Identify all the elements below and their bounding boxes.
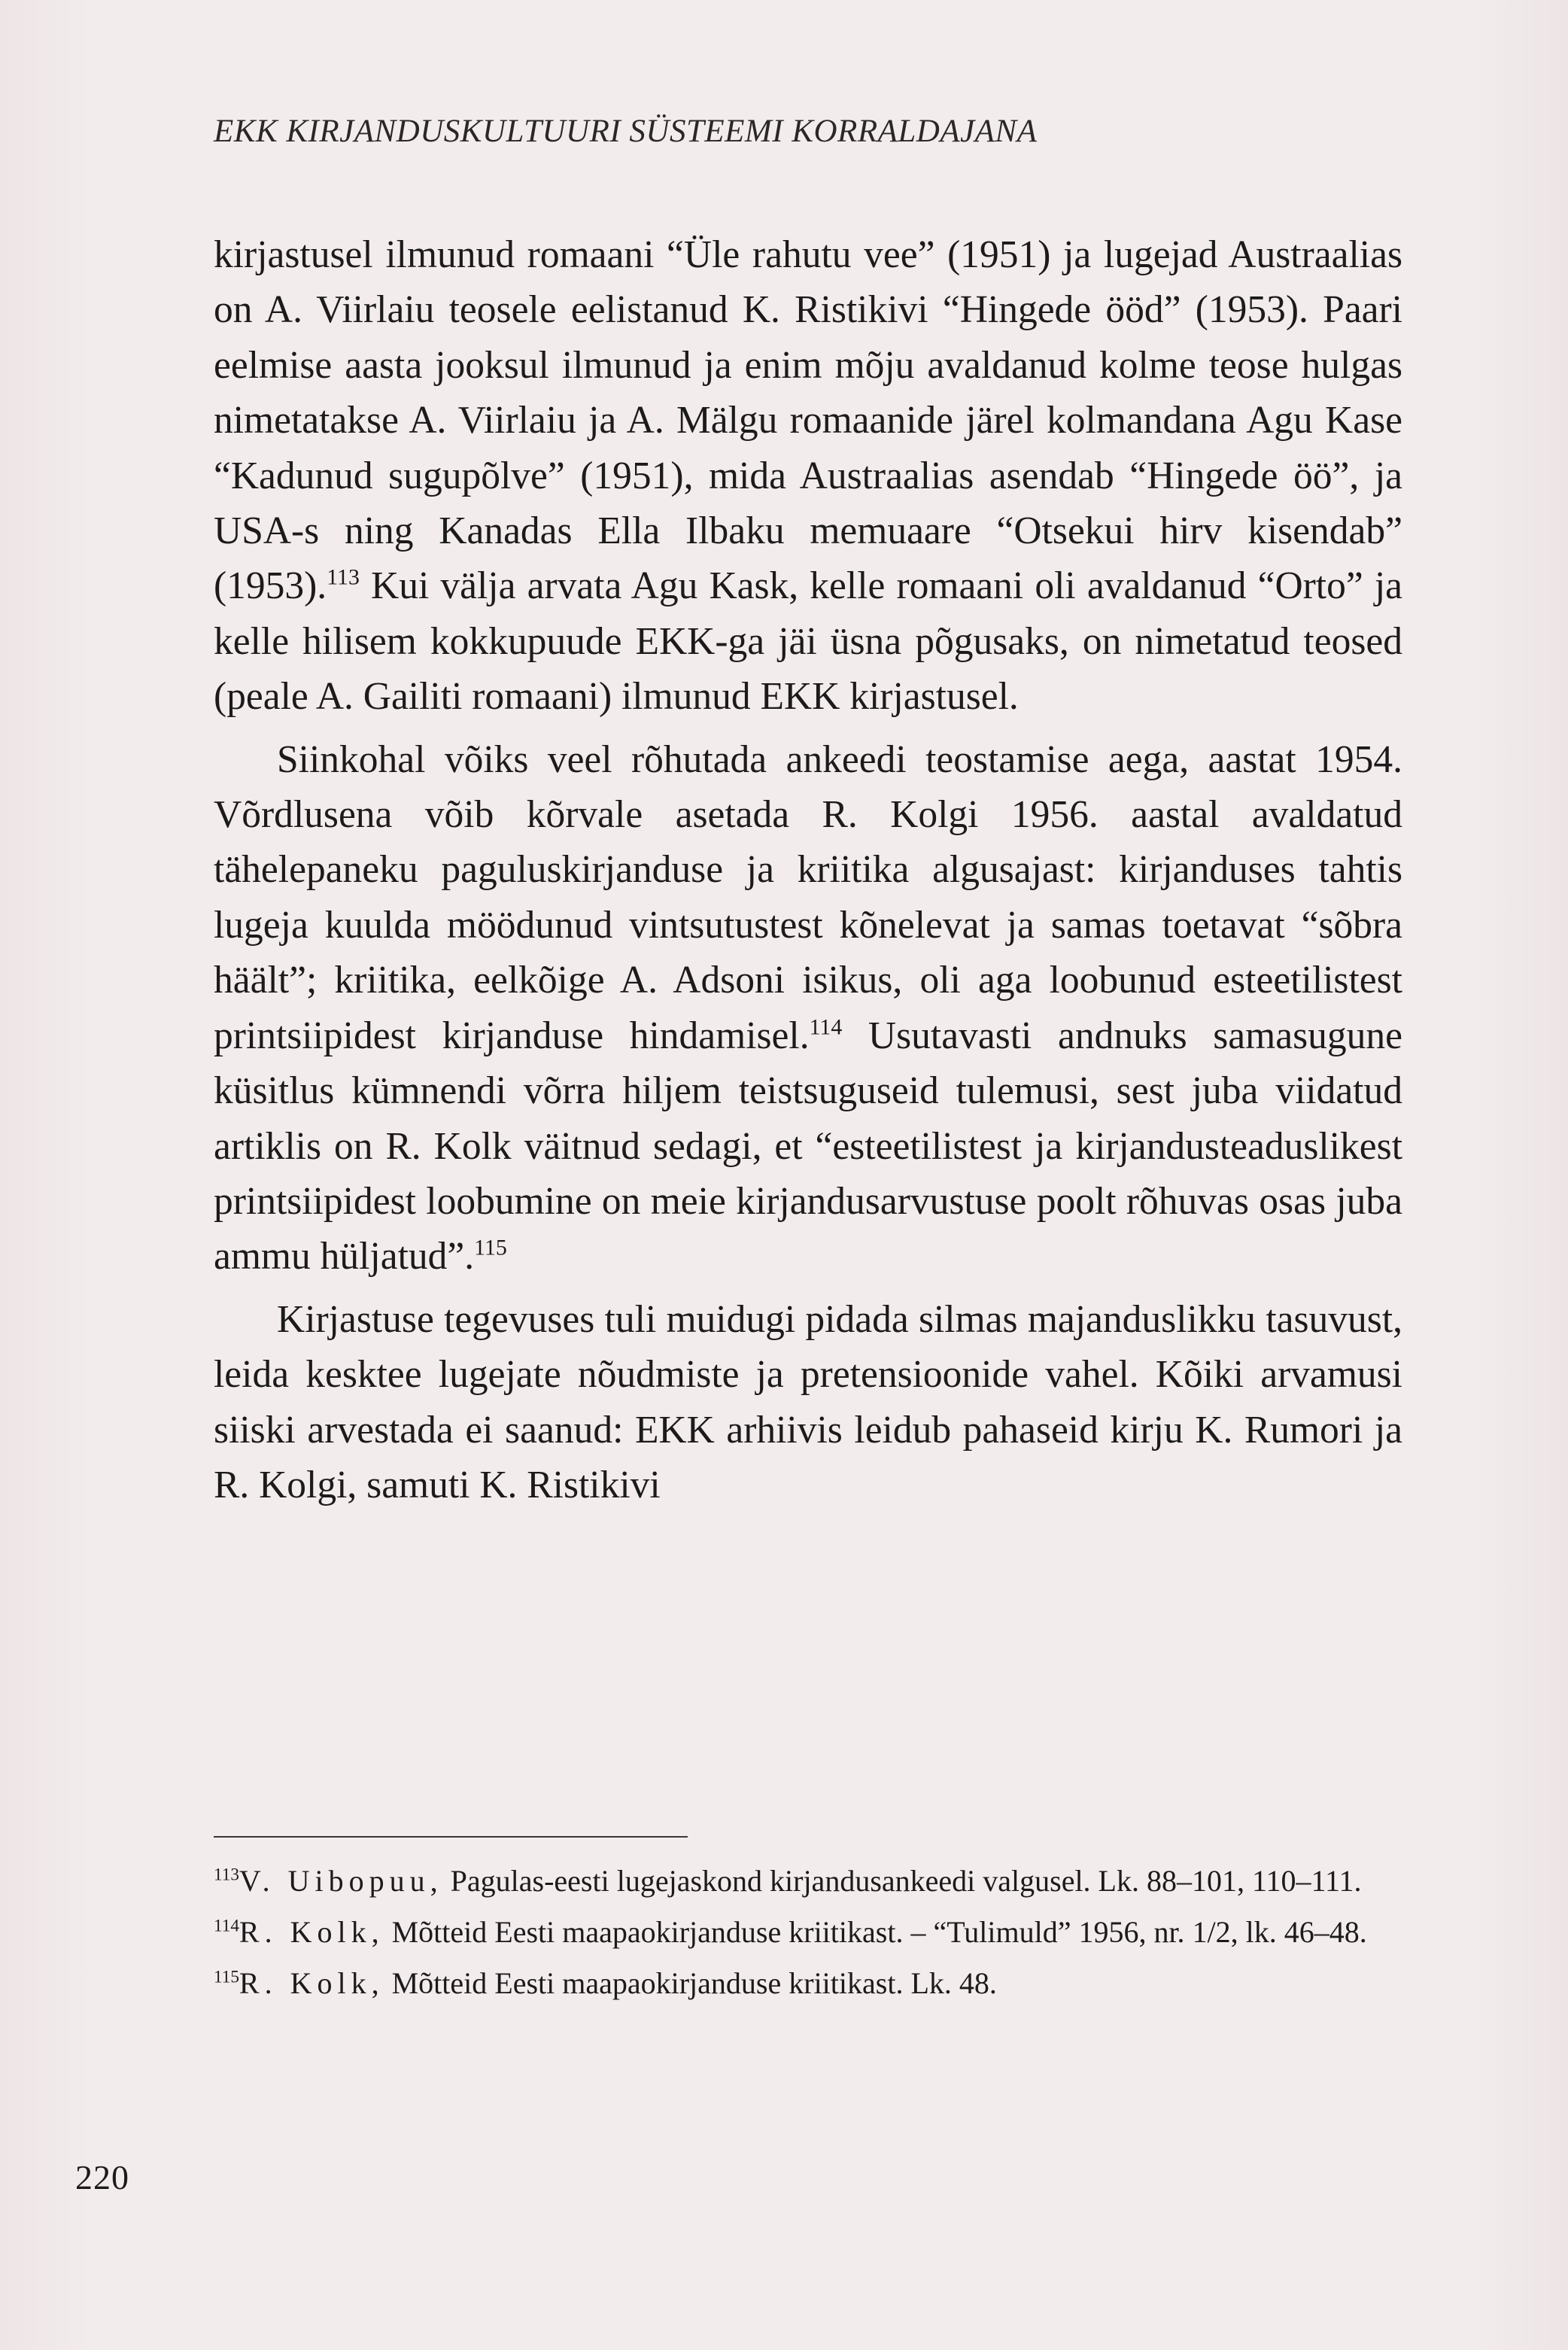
footnote-number: 113 (214, 1865, 239, 1885)
paragraph-1-text-b: Kui välja arvata Agu Kask, kelle romaani oli avaldanud “Orto” ja kelle hilisem kokkupuude EKK-ga jäi üsna põgusaks, on nimetatud teosed (peale A. Gailiti romaani) ilmunud EKK kirjastusel. (214, 564, 1402, 719)
footnote-ref-113[interactable]: 113 (327, 564, 360, 590)
footnote-separator (214, 1836, 688, 1838)
paragraph-3: Kirjastuse tegevuses tuli muidugi pidada silmas majanduslikku tasuvust, leida kesktee lugejate nõudmiste ja pretensioonide vahel. Kõiki arvamusi siiski arvestada ei saanud: EKK arhiivis leidub pahaseid kirju K. Rumori ja R. Kolgi, samuti K. Ristikivi (214, 1297, 1402, 1506)
footnote-text: Mõtteid Eesti maapaokirjanduse kriitikast. – “Tulimuld” 1956, nr. 1/2, lk. 46–48. (384, 1915, 1367, 1949)
footnote-text: Mõtteid Eesti maapaokirjanduse kriitikast. Lk. 48. (384, 1966, 997, 2000)
page-number: 220 (75, 2158, 129, 2196)
paragraph-2-text-b: Usutavasti andnuks samasugune küsitlus kümnendi võrra hiljem teistsuguseid tulemusi, sest juba viidatud artiklis on R. Kolk väitnud sedagi, et “esteetilistest ja kirjandusteaduslikest printsiipidest loobumine on meie kirjandusarvustuse poolt rõhuvas osas juba ammu hüljatud”. (214, 1014, 1402, 1278)
footnote-author: R. Kolk, (239, 1915, 384, 1949)
paragraph-1-text-a: kirjastusel ilmunud romaani “Üle rahutu vee” (1951) ja lugejad Austraalias on A. Viirlaiu teosele eelistanud K. Ristikivi “Hingede ööd” (1953). Paari eelmise aasta jooksul ilmunud ja enim mõju avaldanud kolme teose hulgas nimetatakse A. Viirlaiu ja A. Mälgu romaanide järel kolmandana Agu Kase “Kadunud sugupõlve” (1951), mida Austraalias asendab “Hingede öö”, ja USA-s ning Kanadas Ella Ilbaku memuaare “Otsekui hirv kisendab” (1953). (214, 233, 1402, 608)
footnote-author: R. Kolk, (239, 1966, 384, 2000)
running-head: EKK KIRJANDUSKULTUURI SÜSTEEMI KORRALDAJANA (214, 114, 1038, 149)
body-text (214, 227, 1402, 1512)
paragraph-2 (214, 732, 1402, 1284)
footnote-ref-115[interactable]: 115 (474, 1235, 507, 1260)
footnote-113 (214, 1860, 1402, 1902)
paragraph-1 (214, 227, 1402, 725)
footnote-author: V. Uibopuu, (239, 1864, 443, 1898)
footnotes (214, 1860, 1402, 2014)
footnote-number: 114 (214, 1916, 239, 1936)
footnote-115 (214, 1962, 1402, 2005)
footnote-number: 115 (214, 1967, 239, 1987)
paragraph-2-text-a: Siinkohal võiks veel rõhutada ankeedi teostamise aega, aastat 1954. Võrdlusena võib kõrvale asetada R. Kolgi 1956. aastal avaldatud tähelepaneku paguluskirjanduse ja kriitika algusajast: kirjanduses tahtis lugeja kuulda möödunud vintsutustest kõnelevat ja samas toetavat “sõbra häält”; kriitika, eelkõige A. Adsoni isikus, oli aga loobunud esteetilistest printsiipidest kirjanduse hindamisel. (214, 737, 1402, 1057)
footnote-114 (214, 1911, 1402, 1953)
footnote-text: Pagulas-eesti lugejaskond kirjandusankeedi valgusel. Lk. 88–101, 110–111. (442, 1864, 1362, 1898)
footnote-ref-114[interactable]: 114 (809, 1014, 843, 1040)
